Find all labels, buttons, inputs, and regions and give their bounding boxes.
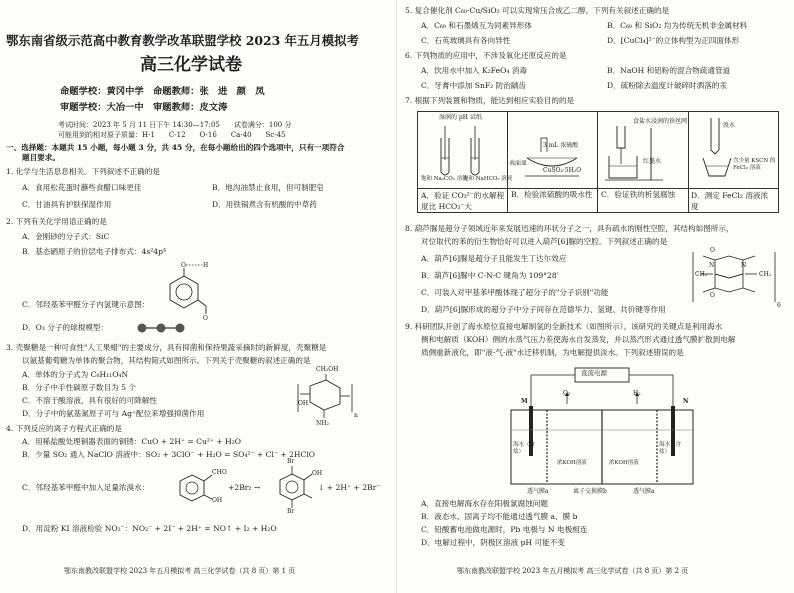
chitosan-oh: OH (298, 400, 309, 407)
q1-option-b: B．地沟油禁止食用，但可制肥皂 (212, 183, 324, 192)
q7a-test-tubes (427, 120, 497, 182)
q6-option-d: D．硫粉除去温度计破碎时洒落的汞 (607, 81, 727, 90)
q4-br-top: Br (287, 458, 295, 465)
q3-option-c: C．不溶于酸溶液，具有很好的可降解性 (22, 396, 157, 405)
reviewer-line: 审题学校：大冶一中 审题教师：皮文涛 (60, 102, 228, 113)
question-8: 8. 葫芦脲是超分子领域近年来发展迅速的环状分子之一，具有疏水的刚性空腔，其结构如图所示， (405, 224, 734, 233)
hbond-h-label: H (203, 262, 209, 269)
cb-ch2-left: CH₂ (695, 271, 708, 278)
q4-option-c: C．邻羟基苯甲醛中加入足量浓溴水： (22, 483, 150, 492)
q1-option-d: D．用铁锅煮含有机酸的中草药 (212, 200, 317, 209)
cucurbituril-structure (689, 246, 781, 310)
atomic-masses: 可能用到的相对原子质量：H-1 C-12 O-16 Ca-40 Sc-45 (58, 131, 286, 139)
q1-option-c: C．甘油具有护肤保湿作用 (22, 200, 112, 209)
page-footer-1: 鄂东南教改联盟学校 2023 年五月模拟考 高三化学试卷（共 8 页）第 1 页 (64, 567, 296, 575)
electrode-n: N (683, 398, 689, 405)
q9-option-c: C．铅酸蓄电池做电源时，Pb 电极与 N 电极相连 (421, 525, 588, 534)
hbond-structure (150, 262, 220, 322)
question-9-cont: 侧和电解质（KOH）侧的水蒸气压力差使海水自发蒸发，并以蒸汽形式通过透气膜扩散到电解 (421, 335, 736, 344)
question-8-cont: 对位取代的苯的衍生物恰好可以进入葫芦[6]脲的空腔。下列叙述正确的是 (421, 237, 668, 246)
cb-o-bottom: O (710, 292, 715, 299)
question-7: 7. 根据下列装置和物质，能达到相应实验目的的是 (405, 96, 575, 105)
ozone-model (136, 321, 186, 335)
membrane-a-left: 透气膜a (527, 488, 549, 495)
q2-option-b: B．基态硒原子的价层电子排布式：4s²4p⁴ (22, 247, 166, 256)
q7-option-b: B．检验浓硫酸的吸水性 (511, 190, 593, 199)
chitosan-n: n (354, 412, 358, 419)
exam-time: 考试时间：2023 年 5 月 11 日下午 14:30—17:05 试卷满分：100 分 (58, 121, 292, 129)
electrolysis-diagram (507, 366, 697, 494)
proposer-line: 命题学校：黄冈中学 命题教师：张 进 颜 凤 (60, 86, 265, 97)
page-footer-2: 鄂东南教改联盟学校 2023 年五月模拟考 高三化学试卷（共 8 页）第 2 页 (457, 567, 689, 575)
q3-option-b: B．分子中手性碳原子数目为 5 个 (22, 383, 136, 392)
q5-option-d: D．[CuCl₄]²⁻的立体构型为正四面体形 (607, 36, 740, 45)
q4-c-tail: ↓ + 2H⁺ + 2Br⁻ (318, 483, 381, 492)
q5-option-a: A．C₆₀ 和石墨烯互为同素异形体 (421, 21, 532, 30)
q7-col-sep-1 (507, 111, 508, 213)
q9-option-a: A．直接电解海水存在阳极氯腐蚀问题 (421, 499, 548, 508)
q7a-nahco3: 饱和 NaHCO₃ 溶液 (463, 176, 513, 182)
q4-br-bottom: Br (287, 508, 295, 515)
koh-left: 浓KOH溶液 (557, 460, 587, 466)
q4-option-a: A．用稀盐酸处理铜器表面的铜锈：CuO + 2H⁺ = Cu²⁺ + H₂O (22, 437, 241, 446)
q7a-ph-paper: 湿润的 pH 试纸 (439, 114, 482, 121)
cb-ch2-right: CH₂ (759, 271, 772, 278)
q6-option-b: B．NaOH 和铝粉的混合物疏通管道 (607, 66, 731, 75)
chitosan-ch2oh: CH₂OH (316, 366, 339, 373)
q7b-h2so4: 3 mL 浓硫酸 (543, 142, 579, 149)
question-5: 5. 复合催化剂 C₆₀-Cu/SiO₂ 可以实现常压合成乙二醇。下列有关叙述正确的是 (405, 6, 670, 15)
electrode-m: M (521, 398, 528, 405)
q7-option-d: D．测定 FeCl₂ 溶液浓度 (691, 191, 769, 211)
q8-option-c: C．可装入对甲基苯甲酸体现了超分子的"分子识别"功能 (421, 288, 609, 297)
q7b-dish-apparatus (517, 124, 587, 184)
q7d-br2: 溴水 (723, 122, 736, 129)
q7b-cuso4: CuSO₄·5H₂O (543, 167, 582, 174)
membrane-a-right: 透气膜a (633, 488, 655, 495)
q2-option-d: D．O₃ 分子的球棍模型： (22, 323, 109, 332)
q9-option-b: B．液态水、固离子均不能通过透气膜 a、膜 b (421, 512, 578, 521)
page-2 (397, 0, 794, 593)
q8-option-b: B．葫芦[6]脲中 C-N-C 键角为 109°28′ (421, 271, 559, 280)
power-label: 直流电源 (581, 369, 607, 377)
section-heading: 一、选择题：本题共 15 小题，每小题 3 分，共 45 分，在每小题给出的四个选项中，只有一项符合 (6, 143, 345, 152)
cb-n-1: N (709, 262, 715, 269)
question-1: 1. 化学与生活息息相关。下列叙述不正确的是 (6, 167, 160, 176)
seawater-left: 海水（含盐） (513, 442, 536, 455)
exam-title: 鄂东南省级示范高中教育教学改革联盟学校 2023 年五月模拟考 (6, 33, 359, 48)
question-9-cont2: 质侧重新液化，即"液-气-液"水迁移机制，为电解提供淡水。下列叙述错误的是 (421, 348, 684, 357)
section-heading-cont: 题目要求。 (22, 153, 60, 162)
seawater-right: 海水（含盐） (659, 442, 682, 455)
q5-option-b: B．C₆₀ 和 SiO₂ 均为传统无机非金属材料 (607, 21, 748, 30)
q2-option-c: C．邻羟基苯甲醛分子内氢键示意图： (22, 300, 150, 309)
q3-option-a: A．单体的分子式为 C₆H₁₁O₄N (22, 370, 129, 379)
q7-col-sep-2 (597, 111, 598, 213)
hbond-o-label: O (181, 262, 186, 269)
question-3-cont: 以氨基葡萄糖为单体的聚合物，其结构简式如图所示。下列关于壳聚糖的叙述正确的是 (22, 356, 311, 365)
q7a-na2co3: 饱和 Na₂CO₃ 溶液 (421, 176, 468, 182)
q7b-dish: 表面皿 (509, 160, 528, 167)
cb-o-top: O (710, 247, 715, 254)
q6-option-a: A．饮用水中加入 K₂FeO₄ 消毒 (421, 66, 527, 75)
question-9: 9. 科研团队开创了海水原位直接电解制氢的全新技术（如图所示）。该研究的关键点是利用海水 (405, 322, 723, 331)
q6-option-c: C．牙膏中添加 SnF₂ 防治龋齿 (421, 81, 526, 90)
q1-option-a: A．食用松花蛋时蘸些食醋口味更佳 (22, 183, 142, 192)
q8-option-d: D．葫芦[6]脲形成的超分子中分子间存在范德华力、氢键、共价键等作用 (421, 305, 666, 314)
question-2: 2. 下列有关化学用语正确的是 (6, 217, 107, 226)
q7c-iron: 食盐水浸润的铁丝网 (633, 118, 688, 125)
gas-h2: H₂ (633, 390, 641, 397)
gas-o2: O₂ (563, 390, 571, 397)
question-4: 4. 下列反应的离子方程式正确的是 (6, 424, 122, 433)
koh-right: 浓KOH溶液 (609, 460, 639, 466)
q9-option-d: D．电解过程中，阴极区溶液 pH 可能不变 (421, 538, 565, 547)
q4-c-mid: +2Br₂ → (228, 483, 261, 492)
subject-title: 高三化学试卷 (140, 55, 242, 75)
question-6: 6. 下列物质的应用中，不涉及氧化还原反应的是 (405, 51, 567, 60)
q4-oh-label: OH (212, 497, 223, 504)
cb-n-2: N (741, 262, 747, 269)
q7-col-sep-3 (688, 111, 689, 213)
q5-option-c: C．石英玻璃具有各向异性 (421, 36, 511, 45)
q8-option-a: A．葫芦[6]脲是超分子且能发生丁达尔效应 (421, 254, 567, 263)
q3-option-d: D．分子中的氨基氮原子可与 Ag⁺配位来增强抑菌作用 (22, 409, 205, 418)
q4-product-oh: OH (312, 470, 323, 477)
q2-option-a: A．金刚砂的分子式：SiC (22, 232, 110, 241)
exchange-membrane-b: 离子交换膜b (573, 488, 607, 495)
q7-option-a: A．验证 CO₃²⁻的水解程度比 HCO₃⁻大 (421, 191, 505, 211)
q7-option-c: C．验证铁的析氢腐蚀 (601, 190, 676, 199)
q4-option-d: D．用淀粉 KI 溶液检验 NO₂⁻：NO₂⁻ + 2I⁻ + 2H⁺ = NO↑ + I₂ + H₂O (22, 524, 277, 533)
q4-option-b: B．少量 SO₂ 通入 NaClO 溶液中：SO₂ + 3ClO⁻ + H₂O = SO₄²⁻ + Cl⁻ + 2HClO (22, 450, 315, 459)
chitosan-structure (296, 372, 356, 424)
question-3: 3. 壳聚糖是一种可食性"人工果蜡"的主要成分，具有抑菌和保持果蔬采摘时的新鲜度，壳聚糖是 (6, 343, 327, 352)
q7d-fecl2: 含少量 KSCN 的 FeCl₂ 溶液 (733, 158, 776, 171)
q7c-corrosion-apparatus (603, 118, 683, 184)
chitosan-nh2: NH₂ (316, 420, 329, 427)
hbond-o2-label: O (203, 315, 208, 322)
q7c-ink: 红墨水 (643, 158, 662, 165)
cb-subscript: 6 (777, 302, 781, 309)
q4-cho-label: CHO (212, 469, 227, 476)
